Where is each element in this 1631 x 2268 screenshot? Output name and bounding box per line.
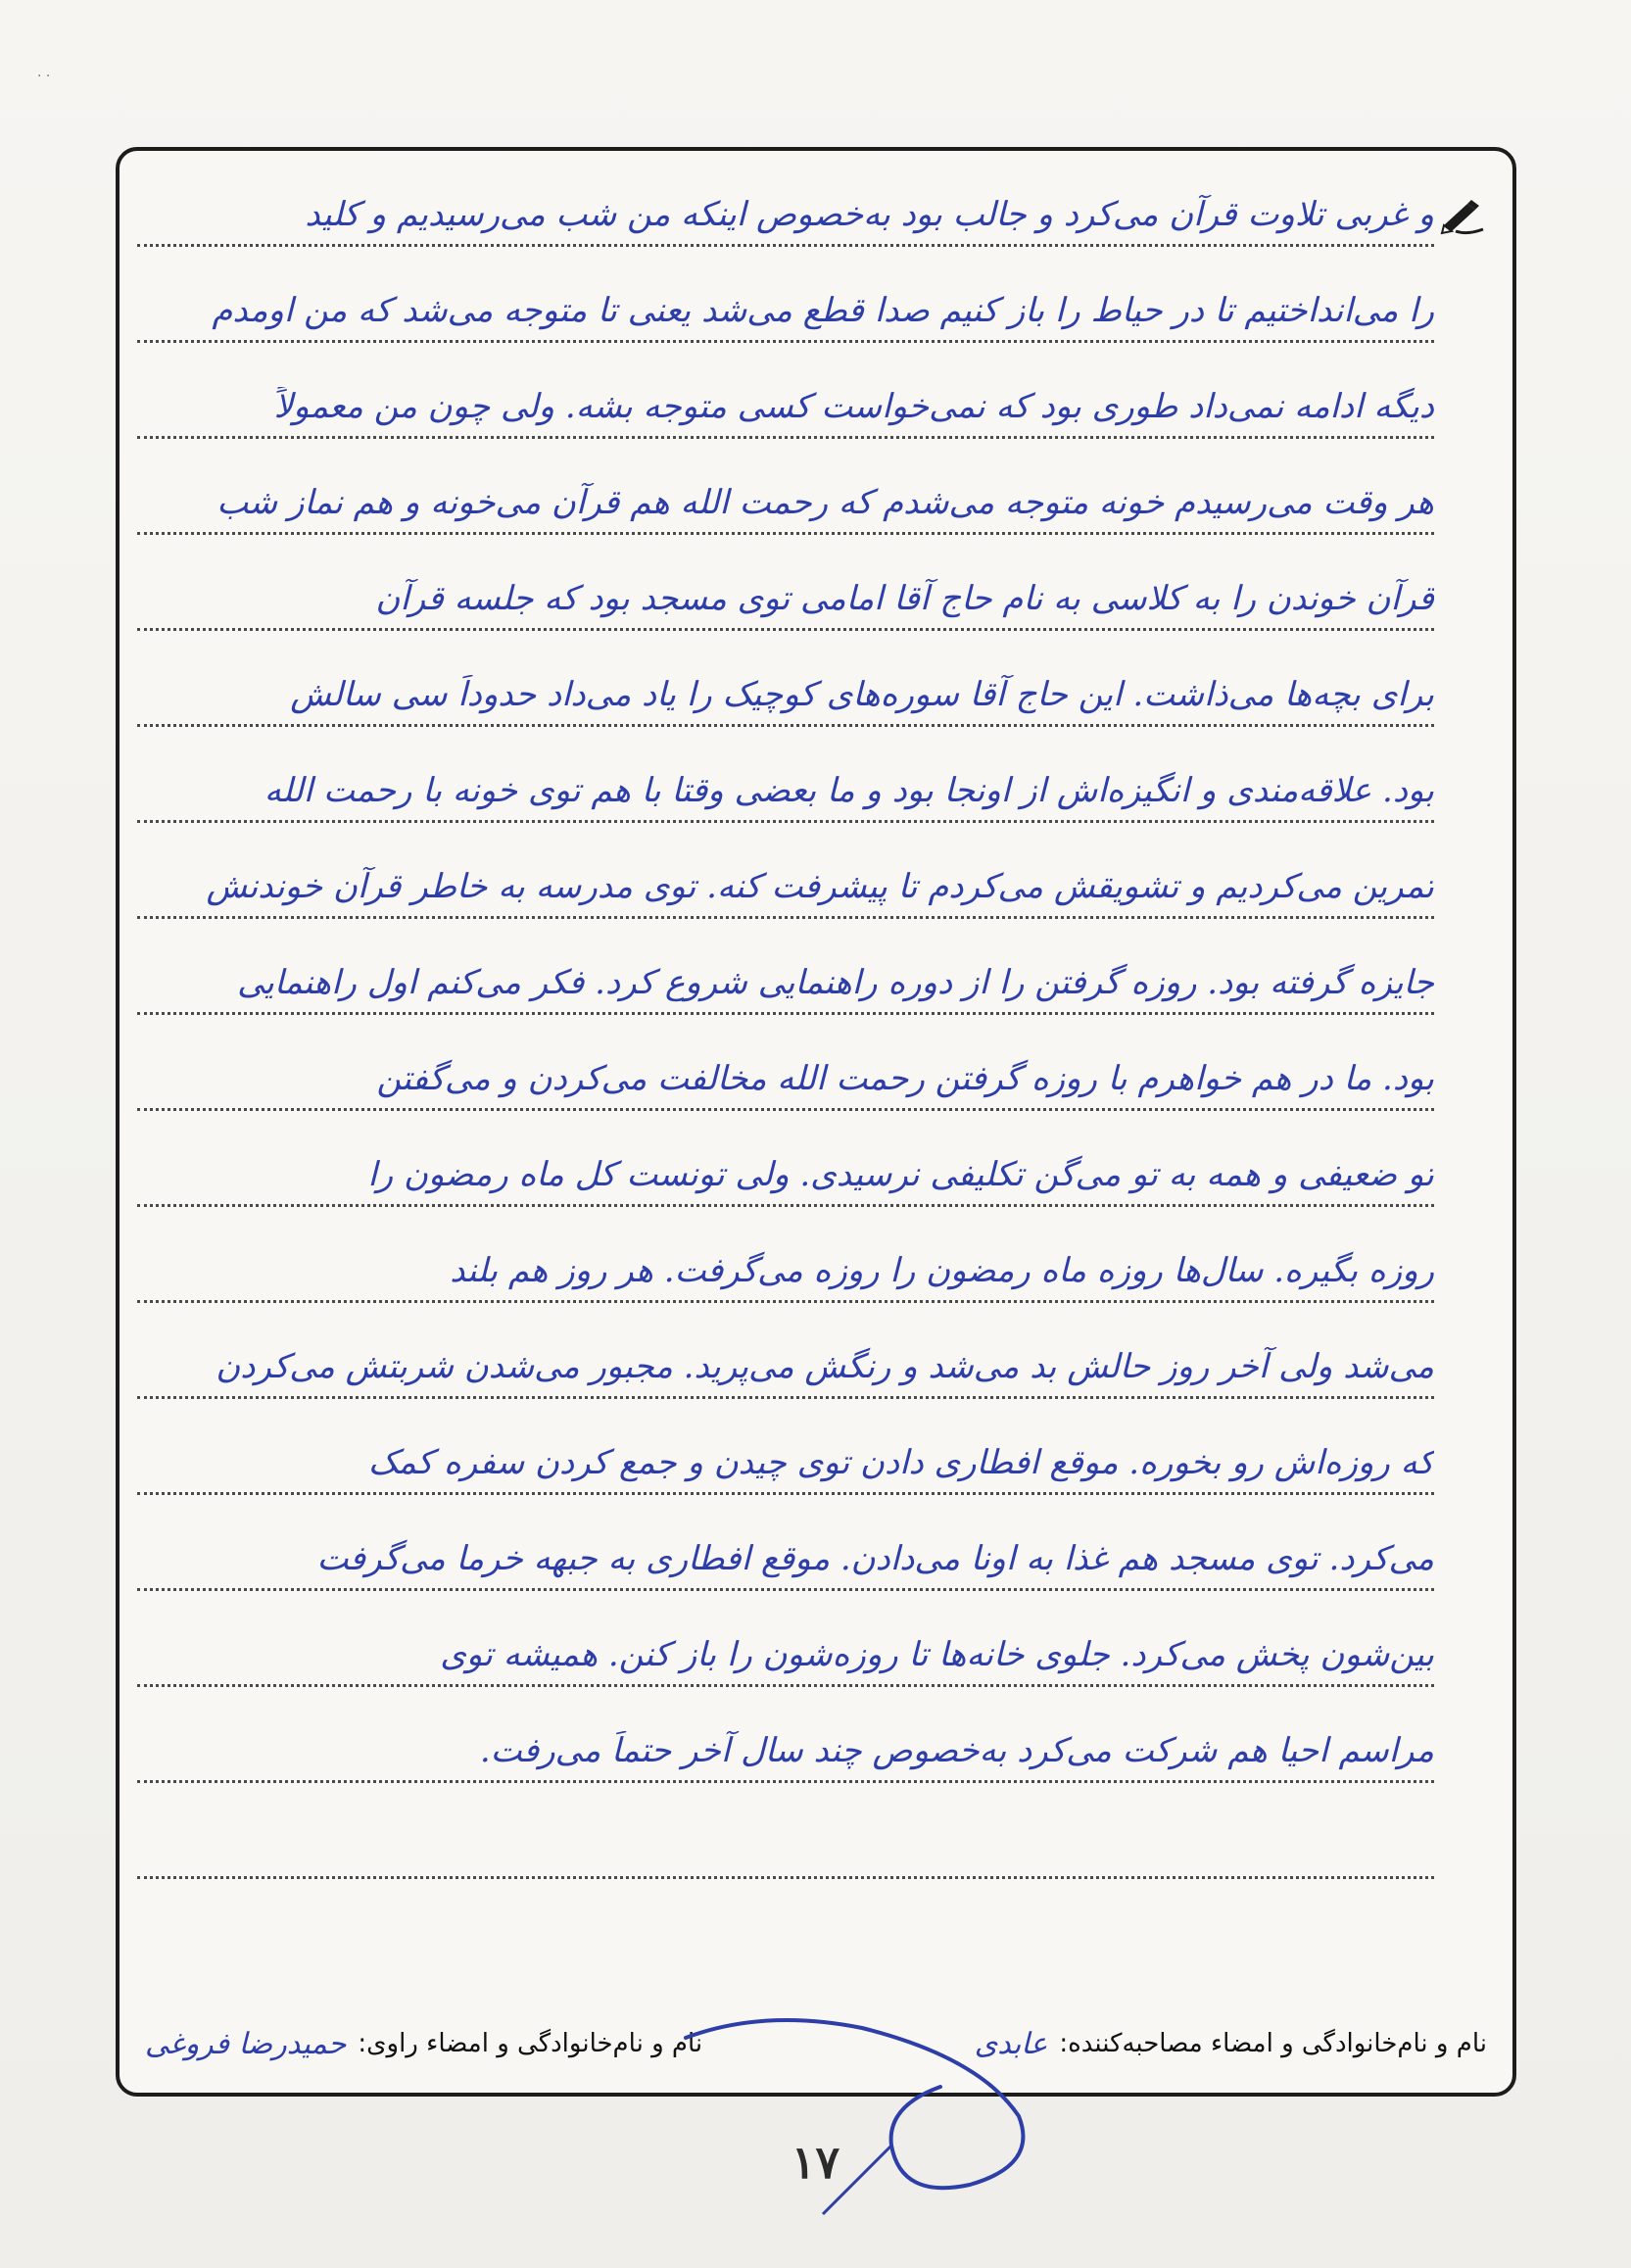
line-text: بود. علاقه‌مندی و انگیزه‌اش از اونجا بود و ما بعضی وقتا با هم توی خونه با رحمت الله [264, 771, 1434, 810]
line-text: برای بچه‌ها می‌ذاشت. این حاج آقا سوره‌های کوچیک را یاد می‌داد حدوداً سی سالش [290, 675, 1434, 714]
text-line [137, 631, 1434, 727]
line-text: می‌کرد. توی مسجد هم غذا به اونا می‌دادن. موقع افطاری به جبهه خرما می‌گرفت [316, 1539, 1434, 1578]
text-line [137, 1591, 1434, 1687]
text-line [137, 1015, 1434, 1111]
text-line [137, 1399, 1434, 1495]
line-text: می‌شد ولی آخر روز حالش بد می‌شد و رنگش می‌پرید. مجبور می‌شدن شربتش می‌کردن [216, 1347, 1434, 1386]
page-number: ۱۷ [791, 2136, 840, 2189]
interviewer-label: نام و نام‌خانوادگی و امضاء مصاحبه‌کننده: [1059, 2029, 1487, 2058]
line-text: قرآن خوندن را به کلاسی به نام حاج آقا امامی توی مسجد بود که جلسه قرآن [375, 579, 1434, 618]
text-line [137, 535, 1434, 631]
handwritten-body [137, 169, 1434, 1879]
text-line [137, 1495, 1434, 1591]
line-text: تو ضعیفی و همه به تو می‌گن تکلیفی نرسیدی. ولی تونست کل ماه رمضون را [367, 1155, 1434, 1194]
blank-line [137, 1783, 1434, 1879]
interviewer-field [975, 2027, 1487, 2061]
line-text: بین‌شون پخش می‌کرد. جلوی خانه‌ها تا روزه‌شون را باز کنن. همیشه توی [440, 1635, 1434, 1674]
line-text: مراسم احیا هم شرکت می‌کرد به‌خصوص چند سال آخر حتماً می‌رفت. [479, 1731, 1434, 1770]
line-text: روزه بگیره. سال‌ها روزه ماه رمضون را روزه می‌گرفت. هر روز هم بلند [450, 1251, 1434, 1290]
interviewer-signature: عابدی [974, 2026, 1048, 2061]
corner-mark: · · [37, 69, 51, 84]
narrator-label: نام و نام‌خانوادگی و امضاء راوی: [358, 2029, 703, 2058]
signature-footer [120, 1995, 1512, 2093]
text-line [137, 247, 1434, 343]
text-line [137, 1111, 1434, 1207]
line-text: بود. ما در هم خواهرم با روزه گرفتن رحمت الله مخالفت می‌کردن و می‌گفتن [376, 1059, 1434, 1098]
page-frame [116, 147, 1516, 2097]
text-line [137, 1687, 1434, 1783]
line-text: جایزه گرفته بود. روزه گرفتن را از دوره راهنمایی شروع کرد. فکر می‌کنم اول راهنمایی [237, 963, 1434, 1002]
text-line [137, 919, 1434, 1015]
narrator-field [145, 2027, 702, 2061]
text-line [137, 439, 1434, 535]
line-text: هر وقت می‌رسیدم خونه متوجه می‌شدم که رحمت الله هم قرآن می‌خونه و هم نماز شب [216, 483, 1434, 522]
text-line [137, 1207, 1434, 1303]
line-text: دیگه ادامه نمی‌داد طوری بود که نمی‌خواست کسی متوجه بشه. ولی چون من معمولاً [273, 387, 1434, 426]
text-line [137, 169, 1434, 247]
text-line [137, 727, 1434, 823]
text-line [137, 1303, 1434, 1399]
line-text: تمرین می‌کردیم و تشویقش می‌کردم تا پیشرفت کنه. توی مدرسه به خاطر قرآن خوندنش [206, 867, 1434, 906]
narrator-signature: حمیدرضا فروغی [145, 2026, 347, 2061]
text-line [137, 823, 1434, 919]
line-text: را می‌انداختیم تا در حیاط را باز کنیم صدا قطع می‌شد یعنی تا متوجه می‌شد که من اومدم [212, 291, 1434, 330]
line-text: که روزه‌اش رو بخوره. موقع افطاری دادن توی چیدن و جمع کردن سفره کمک [367, 1443, 1434, 1482]
pencil-icon [1438, 196, 1487, 235]
text-line [137, 343, 1434, 439]
line-text: و غربی تلاوت قرآن می‌کرد و جالب بود به‌خصوص اینکه من شب می‌رسیدیم و کلید [305, 195, 1434, 234]
